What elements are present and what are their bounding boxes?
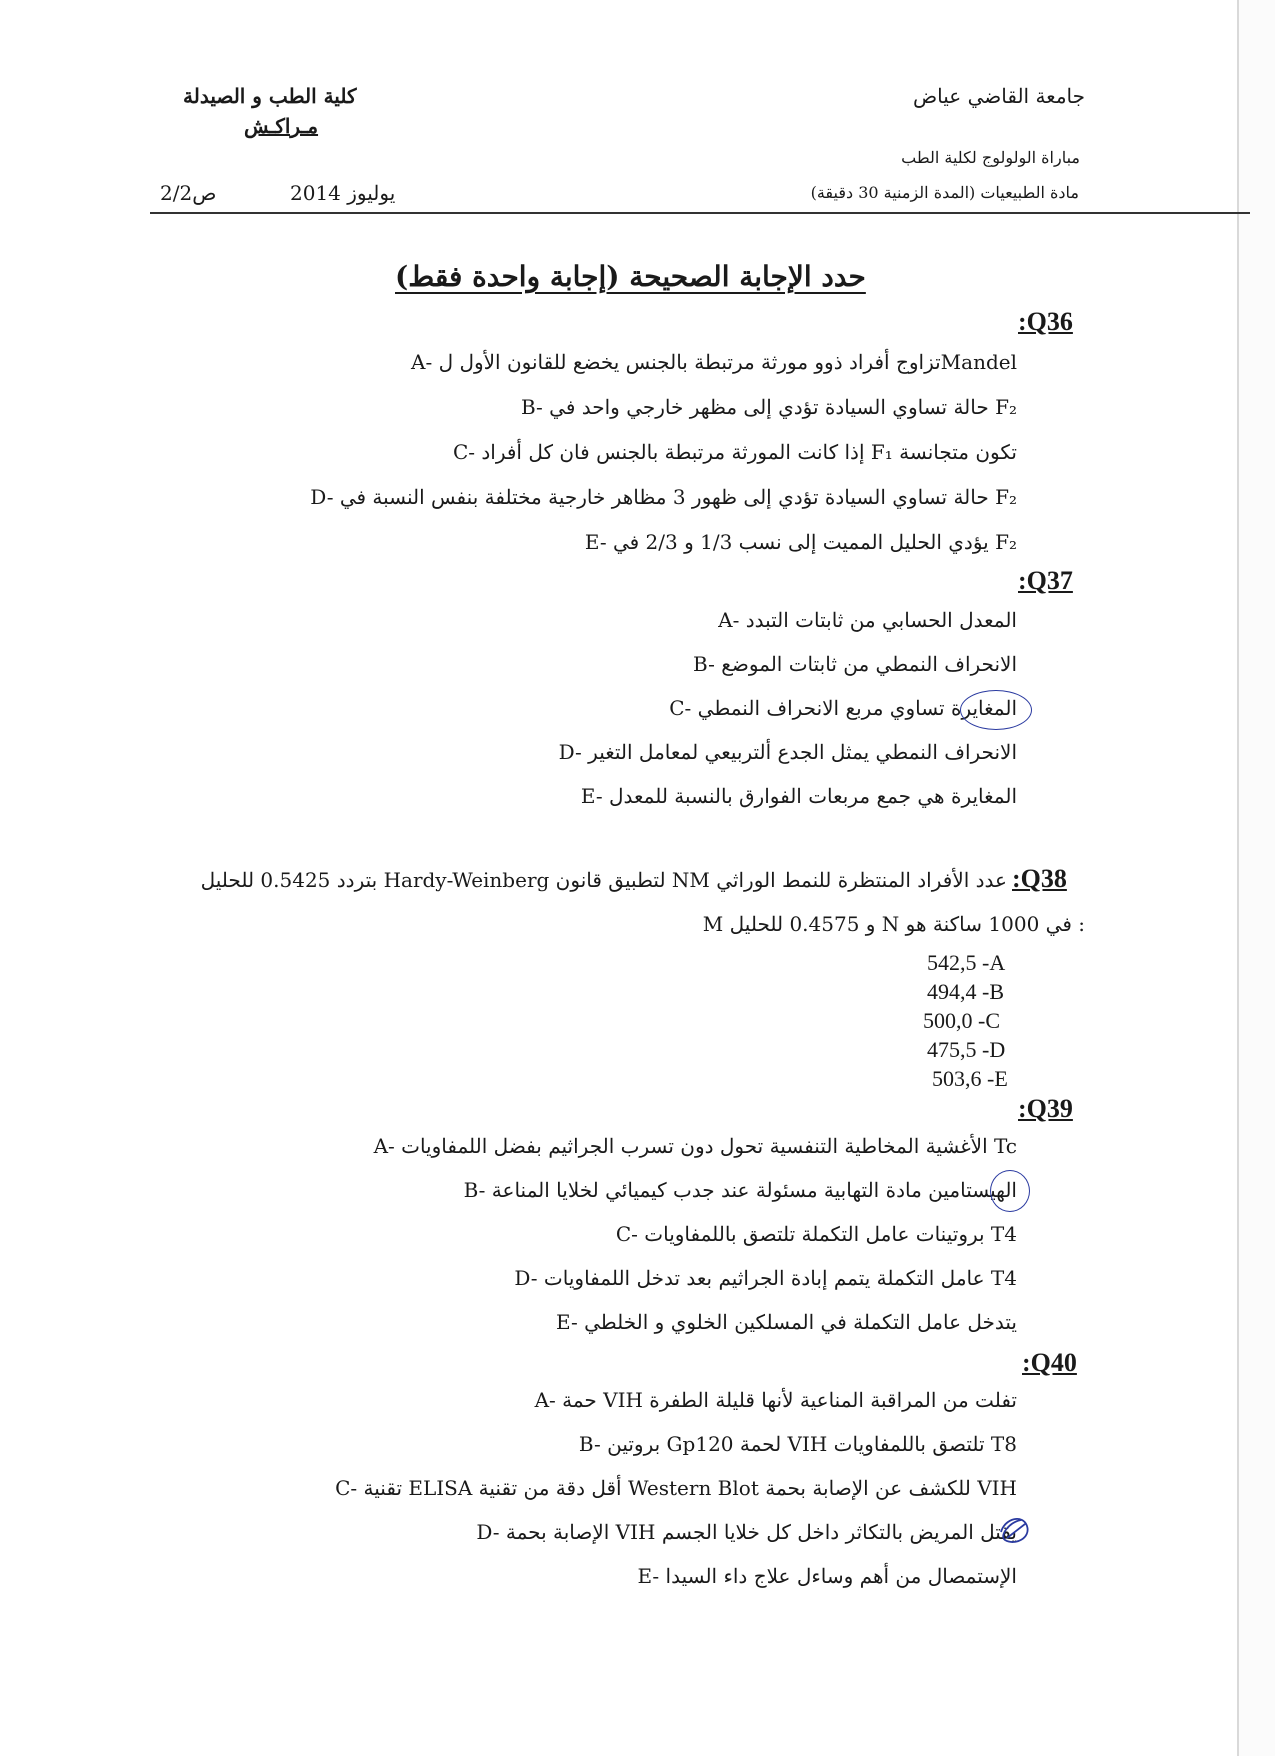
faculty-name: كلية الطب و الصيدلة [183, 84, 357, 108]
q38-option-c: 500,0 -C [923, 1008, 1000, 1033]
q39-option-d: D- عامل التكملة يتمم إبادة الجراثيم بعد تدخل اللمفاويات T4 [514, 1266, 1017, 1290]
q36-option-d: D- حالة تساوي السيادة تؤدي إلى ظهور 3 مظاهر خارجية مختلفة بنفس النسبة في F₂ [310, 485, 1017, 509]
scan-edge [1237, 0, 1275, 1756]
q38-stem-line2: M و 0.4575 للحليل N في 1000 ساكنة هو : [702, 912, 1085, 936]
contest-name: مباراة الولولوج لكلية الطب [901, 148, 1080, 167]
header-divider [150, 212, 1250, 214]
q38-option-b: 494,4 -B [927, 979, 1004, 1004]
question-label-q38: :Q38 [1012, 864, 1067, 893]
q39-option-c: C- بروتينات عامل التكملة تلتصق باللمفاويات T4 [615, 1222, 1017, 1246]
city-name: مـراكـش [244, 114, 319, 138]
q36-option-a: A- تزاوج أفراد ذوو مورثة مرتبطة بالجنس يخضع للقانون الأول لMandel [411, 350, 1017, 374]
question-label-q39: :Q39 [1018, 1094, 1073, 1123]
q40-option-a: A- حمة VIH تفلت من المراقبة المناعية لأنها قليلة الطفرة [534, 1388, 1017, 1412]
page-number: ص2/2 [160, 181, 217, 205]
q40-option-b: B- بروتين Gp120 لحمة VIH تلتصق باللمفاويات T8 [578, 1432, 1017, 1456]
q37-option-d: D- الانحراف النمطي يمثل الجدع ألتربيعي لمعامل التغير [558, 740, 1017, 764]
q39-option-b: B- الهيستامين مادة التهابية مسئولة عند جدب كيميائي لخلايا المناعة [463, 1178, 1017, 1202]
instruction-title: حدد الإجابة الصحيحة (إجابة واحدة فقط) [395, 260, 866, 293]
university-name: جامعة القاضي عياض [912, 84, 1085, 108]
q40-option-d: D- الإصابة بحمة VIH يقتل المريض بالتكاثر داخل كل خلايا الجسم [476, 1520, 1017, 1544]
question-label-q37: :Q37 [1018, 566, 1073, 595]
q39-option-e: E- يتدخل عامل التكملة في المسلكين الخلوي و الخلطي [555, 1310, 1017, 1334]
q38-option-d: 475,5 -D [927, 1037, 1006, 1062]
answer-mark-scribble [995, 1510, 1035, 1550]
q40-option-e: E- الإستمصال من أهم وساءل علاج داء السيدا [637, 1564, 1017, 1588]
q37-option-a: A- المعدل الحسابي من ثابتات التبدد [718, 608, 1017, 632]
q38-stem-line1: عدد الأفراد المنتظرة للنمط الوراثي NM لتطبيق قانون Hardy-Weinberg بتردد 0.5425 للحليل [200, 868, 1007, 892]
exam-date: يوليوز 2014 [290, 181, 396, 205]
question-label-q36: :Q36 [1018, 307, 1073, 336]
q37-option-c: C- المغايرة تساوي مربع الانحراف النمطي [669, 696, 1017, 720]
q36-option-c: C- إذا كانت المورثة مرتبطة بالجنس فان كل أفراد F₁ تكون متجانسة [452, 440, 1017, 464]
q39-option-a: A- الأغشية المخاطية التنفسية تحول دون تسرب الجراثيم بفضل اللمفاويات Tc [373, 1134, 1017, 1158]
q37-option-e: E- المغايرة هي جمع مربعات الفوارق بالنسبة للمعدل [580, 784, 1017, 808]
question-label-q40: :Q40 [1022, 1348, 1077, 1377]
q36-option-b: B- حالة تساوي السيادة تؤدي إلى مظهر خارجي واحد في F₂ [520, 395, 1017, 419]
q37-option-b: B- الانحراف النمطي من ثابتات الموضع [693, 652, 1017, 676]
subject-line: مادة الطبيعيات (المدة الزمنية 30 دقيقة) [810, 183, 1079, 202]
q38-option-a: 542,5 -A [927, 950, 1006, 975]
q36-option-e: E- يؤدي الحليل المميت إلى نسب 1/3 و 2/3 في F₂ [584, 530, 1017, 554]
q38-option-e: 503,6 -E [932, 1066, 1008, 1091]
answer-mark-circle [960, 690, 1032, 730]
answer-mark-circle [990, 1170, 1030, 1212]
q40-option-c: C- تقنية ELISA أقل دقة من تقنية Western Blot للكشف عن الإصابة بحمة VIH [335, 1476, 1017, 1500]
